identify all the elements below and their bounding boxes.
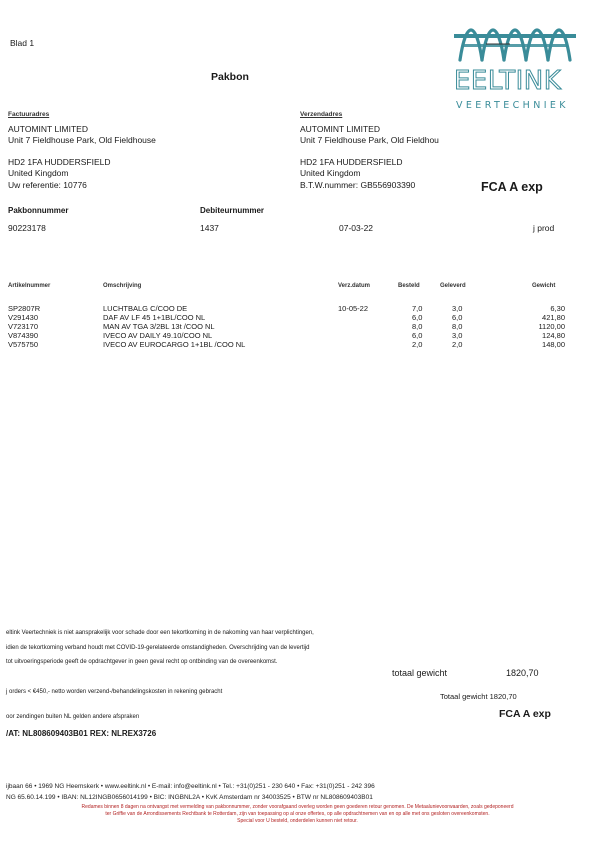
table-row (0, 331, 595, 340)
cell-delivered: 2,0 (452, 340, 463, 349)
cell-delivered: 6,0 (452, 313, 463, 322)
billing-reference: Uw referentie: 10776 (8, 180, 87, 190)
cell-weight: 6,30 (550, 304, 565, 313)
col-date: Verz.datum (338, 283, 371, 289)
col-article: Artikelnummer (8, 283, 51, 289)
cell-article: V575750 (8, 340, 39, 349)
cell-description: IVECO AV EUROCARGO 1+1BL /COO NL (103, 340, 246, 349)
pakbon-label: Pakbonnummer (8, 206, 69, 215)
footer-terms-2: ter Griffie van de Arrondissements Rechtbank te Rotterdam, zijn van toepassing op al onze offertes, op alle opdrachtnemen van en op alle met ons gesloten overeenkomsten. (105, 811, 490, 817)
col-weight: Gewicht (532, 283, 556, 289)
notice-line: idien de tekortkoming verband houdt met COVID-19-gerelateerde omstandigheden. Overschrijding van de levertijd (6, 645, 310, 651)
table-row (0, 322, 595, 331)
page-title: Pakbon (211, 71, 249, 83)
table-row (0, 304, 595, 313)
cell-weight: 148,00 (542, 340, 565, 349)
col-description: Omschrijving (103, 283, 142, 289)
shipping-country: United Kingdom (300, 168, 361, 178)
billing-city: HD2 1FA HUDDERSFIELD (8, 157, 111, 167)
shipping-label: Verzendadres (300, 111, 343, 118)
footer-terms-3: Special voor U besteld, onderdelen kunnen niet retour. (237, 818, 358, 824)
footer-contact: ijbaan 66 • 1969 NG Heemskerk • www.eeltink.nl • E-mail: info@eeltink.nl • Tel.: +31(0)251 - 230 640 • Fax: +31(0)251 - 242 396 (6, 783, 375, 790)
col-delivered: Geleverd (440, 283, 466, 289)
pakbon-number: 90223178 (8, 223, 46, 233)
cell-ordered: 6,0 (412, 331, 423, 340)
cell-delivered: 3,0 (452, 304, 463, 313)
table-row (0, 340, 595, 349)
shipping-name: AUTOMINT LIMITED (300, 124, 380, 134)
cell-ordered: 6,0 (412, 313, 423, 322)
billing-country: United Kingdom (8, 168, 69, 178)
total-weight-value: 1820,70 (506, 668, 539, 678)
debiteur-label: Debiteurnummer (200, 206, 265, 215)
incoterm-header: FCA A exp (481, 180, 543, 194)
cell-ordered: 2,0 (412, 340, 423, 349)
col-ordered: Besteld (398, 283, 420, 289)
cell-weight: 124,80 (542, 331, 565, 340)
cell-ordered: 7,0 (412, 304, 423, 313)
billing-street: Unit 7 Fieldhouse Park, Old Fieldhouse (8, 135, 156, 145)
notice-line: tot uitvoeringsperiode geeft de opdrachtgever in geen geval recht op ontbinding van de overeenkomst. (6, 659, 278, 665)
cell-description: DAF AV LF 45 1+1BL/COO NL (103, 313, 206, 322)
cell-weight: 421,80 (542, 313, 565, 322)
cell-article: V291430 (8, 313, 39, 322)
sheet-number: Blad 1 (10, 38, 35, 48)
footer-bank: NG 65.60.14.199 • IBAN: NL12INGB0656014199 • BIC: INGBNL2A • KvK Amsterdam nr 34003525 • BTW nr NL808609403B01 (6, 794, 373, 801)
shipping-vat: B.T.W.nummer: GB556903390 (300, 180, 416, 190)
document-date: 07-03-22 (339, 223, 374, 233)
debiteur-number: 1437 (200, 223, 219, 233)
cell-ordered: 8,0 (412, 322, 423, 331)
cell-description: LUCHTBALG C/COO DE (103, 304, 188, 313)
total-weight-label: totaal gewicht (392, 668, 448, 678)
spring-logo-icon (452, 14, 578, 70)
cell-description: IVECO AV DAILY 49.10/COO NL (103, 331, 213, 340)
incoterm-footer: FCA A exp (499, 708, 551, 720)
billing-label: Factuuradres (8, 111, 50, 118)
prod-flag: j prod (533, 223, 555, 233)
logo-tagline: VEERTECHNIEK (456, 100, 569, 111)
billing-name: AUTOMINT LIMITED (8, 124, 88, 134)
shipping-costs-note: j orders < €450,- netto worden verzend-/behandelingskosten in rekening gebracht (6, 689, 223, 695)
cell-delivered: 3,0 (452, 331, 463, 340)
cell-article: V723170 (8, 322, 39, 331)
cell-article: SP2807R (8, 304, 41, 313)
total-weight-summary: Totaal gewicht 1820,70 (440, 692, 517, 701)
notice-line: eltink Veertechniek is niet aansprakelijk voor schade door een tekortkoming in de nakoming van haar verplichtingen, (6, 630, 314, 636)
non-nl-note: oor zendingen buiten NL gelden andere afspraken (6, 714, 140, 720)
shipping-street: Unit 7 Fieldhouse Park, Old Fieldhou (300, 135, 439, 145)
company-logo (452, 14, 578, 114)
footer-terms-1: Redames binnen 8 dagen na ontvangst met vermelding van pakbonnummer, zonder voorafgaand overleg worden geen goederen retour genomen. De Metaalunievoorwaarden, zoals gedeponeerd (81, 804, 514, 810)
table-row (0, 313, 595, 322)
cell-article: V874390 (8, 331, 39, 340)
cell-weight: 1120,00 (538, 322, 565, 331)
cell-delivered: 8,0 (452, 322, 463, 331)
logo-wordmark: EELTINK (454, 66, 562, 96)
cell-description: MAN AV TGA 3/2BL 13t /COO NL (103, 322, 215, 331)
vat-rex-line: /AT: NL808609403B01 REX: NLREX3726 (6, 729, 157, 738)
cell-date: 10-05-22 (338, 304, 369, 313)
shipping-city: HD2 1FA HUDDERSFIELD (300, 157, 403, 167)
